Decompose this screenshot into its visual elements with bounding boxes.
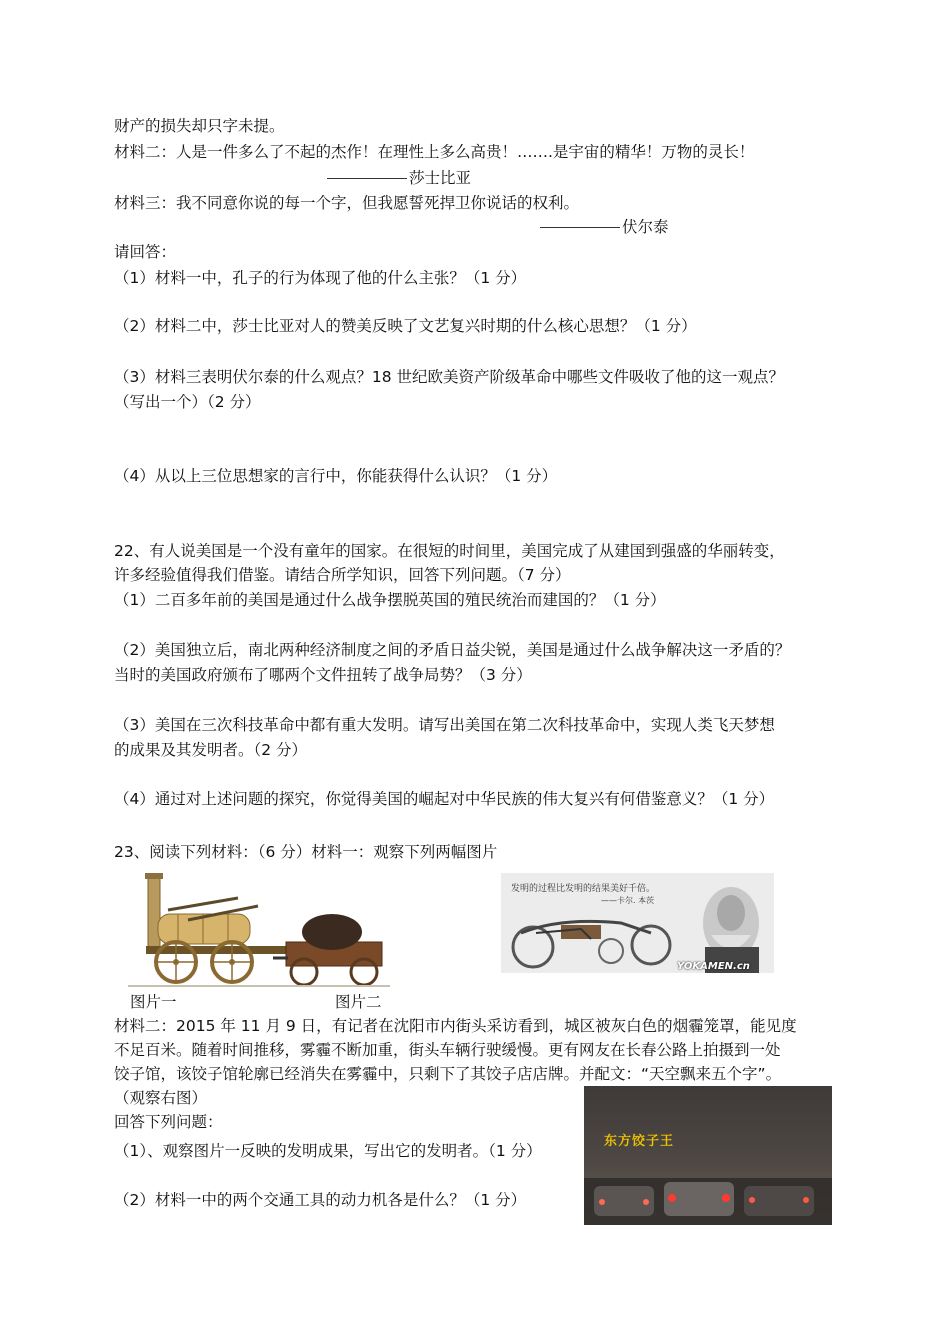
material-two-text: 不足百米。随着时间推移，雾霾不断加重，街头车辆行驶缓慢。更有网友在长春公路上拍摄到一处 [114, 1041, 781, 1059]
material-two-text: 材料二：2015 年 11 月 9 日，有记者在沈阳市内街头采访看到，城区被灰白色的烟霾笼罩，能见度 [114, 1017, 797, 1035]
answer-prompt: 请回答： [114, 243, 177, 261]
question-line: （写出一个）（2 分） [114, 393, 261, 411]
signature-voltaire [540, 217, 669, 237]
dash-line [540, 227, 620, 228]
question-line: （1）、观察图片一反映的发明成果，写出它的发明者。（1 分） [114, 1142, 542, 1160]
signature-shakespeare [327, 168, 471, 188]
answer-prompt: 回答下列问题： [114, 1113, 223, 1131]
material-two-quote: 材料二：人是一件多么了不起的杰作！在理性上多么高贵！…….是宇宙的精华！万物的灵长！ [114, 143, 755, 161]
material-two-text: （观察右图） [114, 1089, 208, 1107]
watermark: YOKAMEN.cn [677, 961, 750, 972]
dumpling-shop-sign: 东方饺子王 [604, 1134, 675, 1149]
question-line: （1）二百多年前的美国是通过什么战争摆脱英国的殖民统治而建国的？（1 分） [114, 591, 666, 609]
question-line: （2）材料二中，莎士比亚对人的赞美反映了文艺复兴时期的什么核心思想？（1 分） [114, 317, 697, 335]
question-line: （4）通过对上述问题的探究，你觉得美国的崛起对中华民族的伟大复兴有何借鉴意义？（1 分） [114, 790, 775, 808]
question-23-intro: 23、阅读下列材料：（6 分）材料一：观察下列两幅图片 [114, 843, 498, 861]
question-line: （1）材料一中，孔子的行为体现了他的什么主张？（1 分） [114, 269, 527, 287]
benz-attribution: ——卡尔. 本茨 [601, 896, 655, 905]
smog-street-photo [584, 1086, 832, 1225]
question-line: （3）材料三表明伏尔泰的什么观点？18 世纪欧美资产阶级革命中哪些文件吸收了他的这一观点？ [114, 368, 785, 386]
benz-car-picture [501, 873, 774, 973]
signature-name: 莎士比亚 [409, 169, 472, 187]
material-two-text: 饺子馆，该饺子馆轮廓已经消失在雾霾中，只剩下了其饺子店店牌。并配文：“天空飘来五个字”。 [114, 1065, 782, 1083]
text-line: 财产的损失却只字未提。 [114, 117, 285, 135]
dash-line [327, 178, 407, 179]
question-line: （4）从以上三位思想家的言行中，你能获得什么认识？（1 分） [114, 467, 558, 485]
question-line: 当时的美国政府颁布了哪两个文件扭转了战争局势？（3 分） [114, 666, 532, 684]
benz-quote: 发明的过程比发明的结果美好千倍。 [511, 884, 656, 894]
question-line: 的成果及其发明者。（2 分） [114, 741, 308, 759]
question-line: （2）材料一中的两个交通工具的动力机各是什么？（1 分） [114, 1191, 527, 1209]
caption-picture-two: 图片二 [335, 993, 382, 1011]
question-22-intro: 22、有人说美国是一个没有童年的国家。在很短的时间里，美国完成了从建国到强盛的华丽转变， [114, 542, 785, 560]
material-three-quote: 材料三：我不同意你说的每一个字，但我愿誓死捍卫你说话的权利。 [114, 194, 580, 212]
signature-name: 伏尔泰 [622, 218, 669, 236]
steam-locomotive-picture [128, 870, 390, 988]
caption-picture-one: 图片一 [130, 993, 177, 1011]
question-22-intro: 许多经验值得我们借鉴。请结合所学知识，回答下列问题。（7 分） [114, 566, 571, 584]
question-line: （2）美国独立后，南北两种经济制度之间的矛盾日益尖锐，美国是通过什么战争解决这一矛盾的？ [114, 641, 791, 659]
question-line: （3）美国在三次科技革命中都有重大发明。请写出美国在第二次科技革命中，实现人类飞天梦想 [114, 716, 775, 734]
